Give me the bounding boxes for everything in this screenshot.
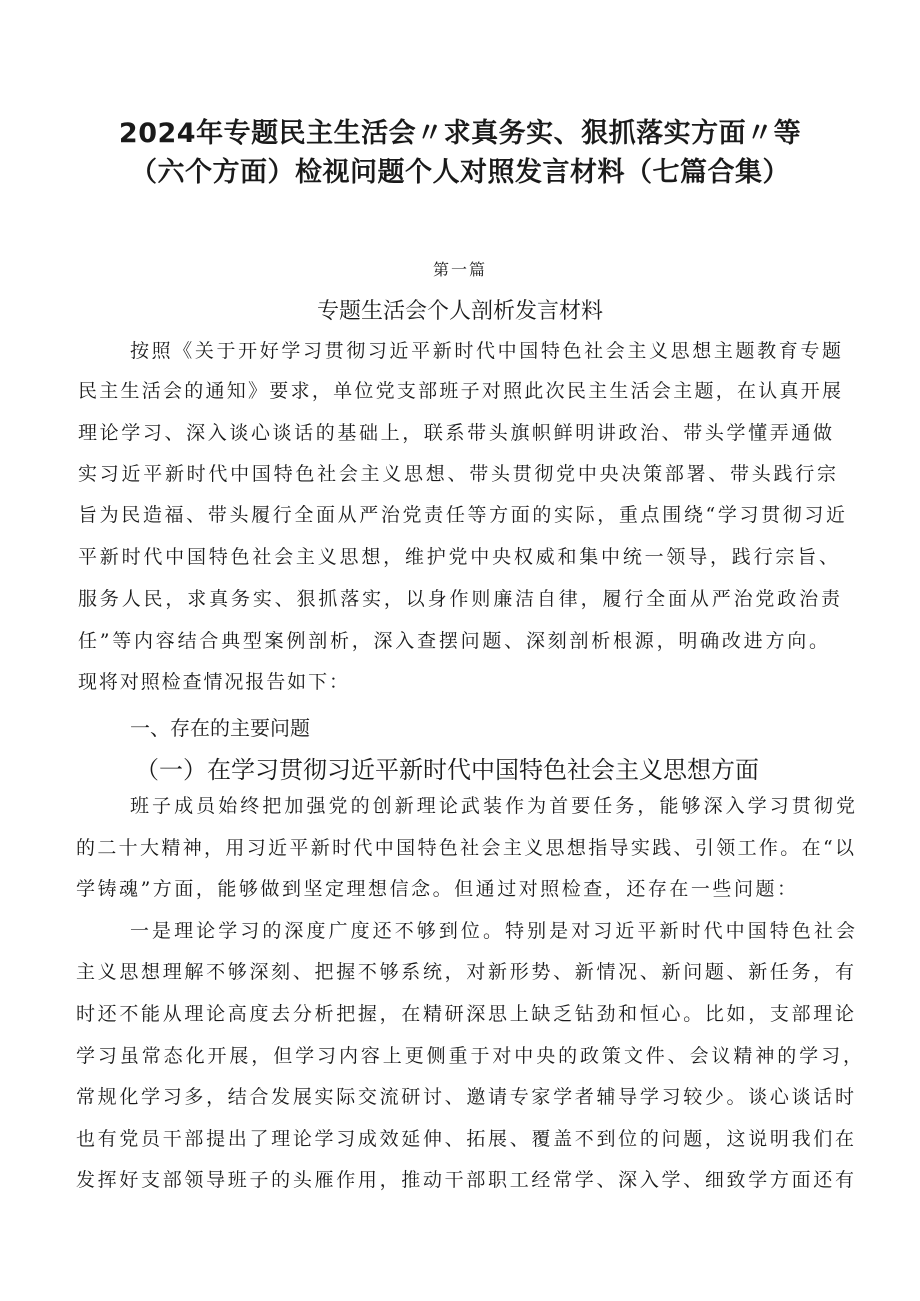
body-line: 学铸魂”方面，能够做到坚定理想信念。但通过对照检查，还存在一些问题： (76, 878, 799, 900)
intro-line: 按照《关于开好学习贯彻习近平新时代中国特色社会主义思想主题教育专题 (130, 340, 844, 362)
body-line: 也有党员干部提出了理论学习成效延伸、拓展、覆盖不到位的问题，这说明我们在 (76, 1128, 857, 1150)
document-title-line-1: 2024年专题民主生活会〃求真务实、狠抓落实方面〃等 (118, 118, 802, 149)
heading-level-1: 一、存在的主要问题 (130, 716, 310, 740)
body-line: 一是理论学习的深度广度还不够到位。特别是对习近平新时代中国特色社会 (130, 920, 859, 942)
body-line: 常规化学习多，结合发展实际交流研讨、邀请专家学者辅导学习较少。谈心谈话时 (76, 1086, 857, 1108)
intro-line: 实习近平新时代中国特色社会主义思想、带头贯彻党中央决策部署、带头践行宗 (78, 463, 839, 485)
heading-level-2: （一）在学习贯彻习近平新时代中国特色社会主义思想方面 (135, 756, 759, 784)
intro-line: 民主生活会的通知》要求，单位党支部班子对照此次民主生活会主题，在认真开展 (78, 380, 844, 402)
body-line: 班子成员始终把加强党的创新理论武装作为首要任务，能够深入学习贯彻党 (130, 795, 859, 817)
body-line: 的二十大精神，用习近平新时代中国特色社会主义思想指导实践、引领工作。在“以 (76, 837, 857, 859)
body-line: 学习虽常态化开展，但学习内容上更侧重于对中央的政策文件、会议精神的学习， (76, 1045, 865, 1067)
document-title-line-2: （六个方面）检视问题个人对照发言材料（七篇合集） (130, 157, 790, 188)
intro-line: 任”等内容结合典型案例剖析，深入查摆问题、深刻剖析根源，明确改进方向。 (78, 630, 831, 652)
intro-line: 现将对照检查情况报告如下： (78, 671, 350, 693)
intro-line: 平新时代中国特色社会主义思想，维护党中央权威和集中统一领导，践行宗旨、 (78, 546, 841, 568)
intro-line: 旨为民造福、带头履行全面从严治党责任等方面的实际，重点围绕“学习贯彻习近 (78, 504, 848, 526)
section-subtitle: 专题生活会个人剖析发言材料 (316, 299, 603, 324)
part-label: 第一篇 (432, 260, 487, 279)
intro-line: 服务人民，求真务实、狠抓落实，以身作则廉洁自律，履行全面从严治党政治责 (78, 588, 843, 610)
body-line: 发挥好支部领导班子的头雁作用，推动干部职工经常学、深入学、细致学方面还有 (76, 1169, 857, 1191)
body-line: 主义思想理解不够深刻、把握不够系统，对新形势、新情况、新问题、新任务，有 (76, 961, 857, 983)
intro-line: 理论学习、深入谈心谈话的基础上，联系带头旗帜鲜明讲政治、带头学懂弄通做 (78, 422, 835, 444)
body-line: 时还不能从理论高度去分析把握，在精研深思上缺乏钻劲和恒心。比如，支部理论 (76, 1003, 857, 1025)
